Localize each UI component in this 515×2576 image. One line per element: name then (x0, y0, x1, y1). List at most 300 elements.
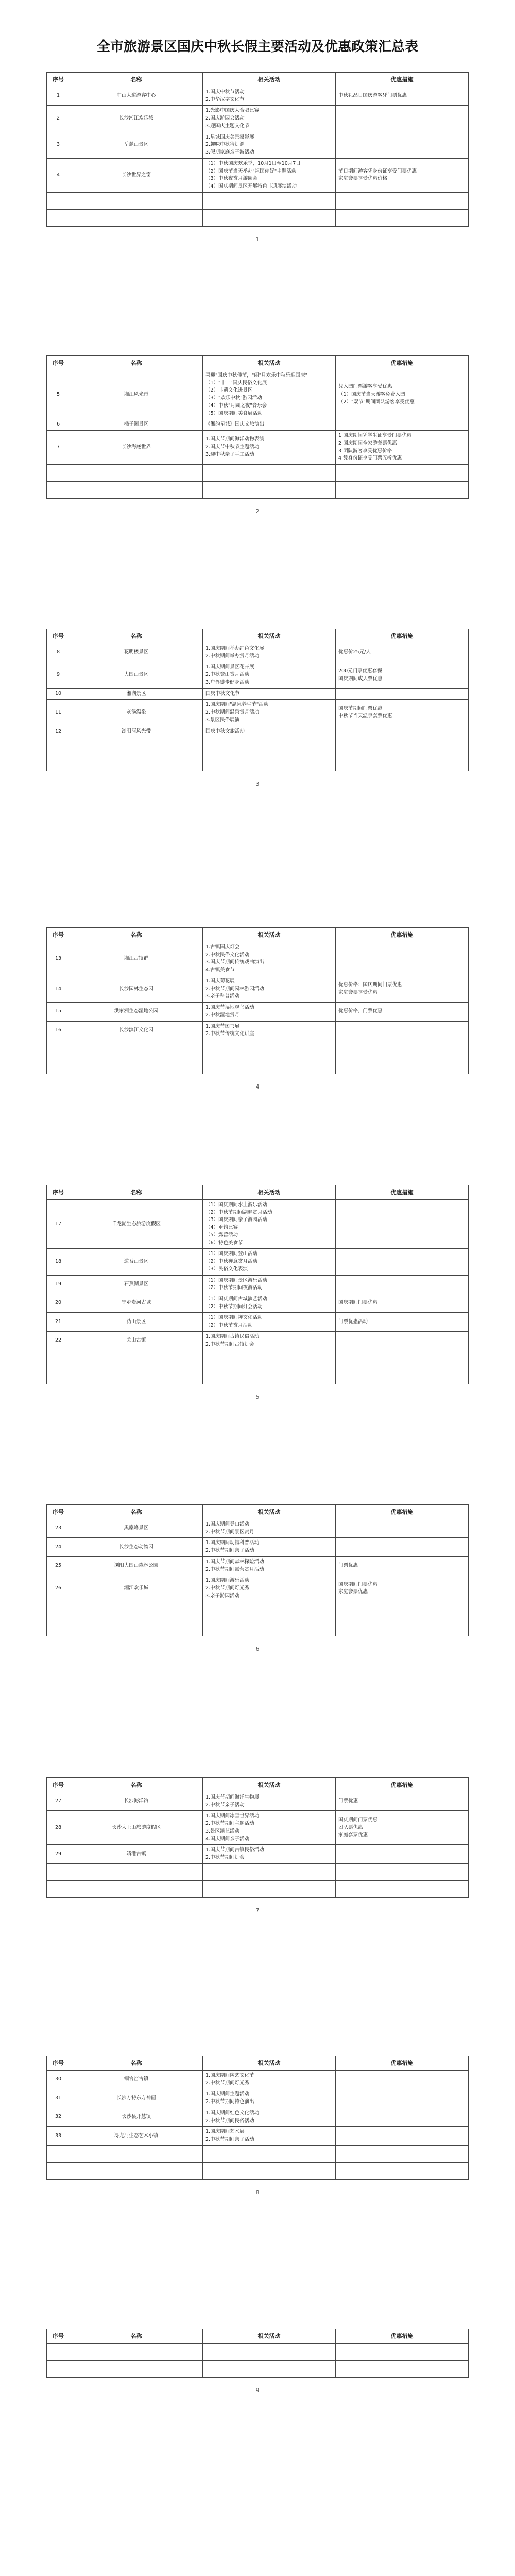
row-activity (203, 158, 336, 192)
empty-cell (336, 1350, 469, 1367)
activity-line: 3.景区演艺活动 (205, 1828, 240, 1834)
row-number: 31 (47, 2089, 70, 2108)
empty-cell (203, 209, 336, 226)
row-name: 灰汤温泉 (70, 700, 203, 726)
activity-line: 《湘韵星城》国庆文旅演出 (205, 421, 265, 428)
row-policy (336, 726, 469, 737)
activity-line: 2.国庆游园会活动 (205, 115, 245, 122)
activity-line: 1.国庆节期间古镇民俗活动 (205, 1847, 264, 1853)
empty-cell (336, 1040, 469, 1057)
policy-line: 家庭套票优惠 (338, 1589, 368, 1595)
header-activity: 相关活动 (203, 1778, 336, 1792)
empty-cell (70, 2162, 203, 2179)
empty-cell (203, 1863, 336, 1880)
row-number: 29 (47, 1845, 70, 1863)
policy-line: 门票优惠活动 (338, 1318, 368, 1325)
row-policy (336, 1003, 469, 1021)
row-policy (336, 1200, 469, 1249)
table-row (47, 1602, 469, 1619)
row-name: 大围山景区 (70, 662, 203, 688)
table-row (47, 1249, 469, 1275)
activity-line: 2.中秋节期间灯会 (205, 1855, 245, 1861)
empty-cell (47, 1619, 70, 1636)
row-activity (203, 132, 336, 158)
empty-cell (47, 1863, 70, 1880)
document-page (46, 629, 469, 771)
empty-cell (336, 2145, 469, 2162)
empty-cell (47, 2145, 70, 2162)
activity-line: 2.中秋期间举办赏月活动 (205, 653, 260, 659)
table-row (47, 1294, 469, 1312)
header-policy: 优惠措施 (336, 629, 469, 643)
empty-cell (203, 1367, 336, 1384)
activity-line: （3）中秋夜赏月游园会 (205, 176, 258, 182)
row-number: 17 (47, 1200, 70, 1249)
empty-cell (203, 2344, 336, 2361)
row-activity (203, 1538, 336, 1556)
empty-cell (47, 2361, 70, 2378)
policy-line: 优惠价格，门票优惠 (338, 1008, 383, 1014)
empty-cell (47, 464, 70, 481)
row-name: 沩山景区 (70, 1313, 203, 1331)
summary-table (46, 72, 469, 227)
row-policy (336, 976, 469, 1002)
policy-line: 3.团队游客享受优惠价格 (338, 448, 392, 454)
empty-cell (70, 2361, 203, 2378)
row-name: 湘湖景区 (70, 688, 203, 700)
row-name: 长沙海洋馆 (70, 1792, 203, 1811)
empty-cell (336, 2361, 469, 2378)
empty-cell (70, 2145, 203, 2162)
summary-table (46, 355, 469, 499)
row-name: 长沙大王山旅游度假区 (70, 1811, 203, 1845)
row-policy (336, 158, 469, 192)
empty-cell (47, 209, 70, 226)
document-page (46, 927, 469, 1074)
activity-line: （2）非遗文化进景区 (205, 387, 253, 394)
page-title: 全市旅游景区国庆中秋长假主要活动及优惠政策汇总表 (96, 39, 418, 55)
policy-line: 门票优惠 (338, 1563, 358, 1569)
table-row (47, 431, 469, 465)
table-header-row (47, 2056, 469, 2071)
empty-cell (203, 464, 336, 481)
empty-cell (203, 1602, 336, 1619)
row-activity (203, 1556, 336, 1575)
empty-cell (336, 464, 469, 481)
activity-line: 2.中秋节期间灯光秀 (205, 2080, 250, 2086)
policy-line: 优惠价25元/人 (338, 649, 371, 655)
summary-table (46, 1504, 469, 1636)
page-number: 3 (255, 781, 260, 788)
empty-cell (203, 2361, 336, 2378)
row-name: 铜官窑古镇 (70, 2071, 203, 2089)
row-name: 长沙滨江文化园 (70, 1021, 203, 1040)
header-name: 名称 (70, 1185, 203, 1200)
table-header-row (47, 1778, 469, 1792)
page-number: 8 (255, 2189, 260, 2196)
policy-line: 4.凭身份证享受门票五折优惠 (338, 455, 402, 462)
header-name: 名称 (70, 2056, 203, 2071)
activity-line: 2.中秋节期间景区赏月 (205, 1529, 254, 1535)
table-row (47, 1575, 469, 1602)
table-row (47, 1057, 469, 1074)
row-policy (336, 2071, 469, 2089)
empty-cell (203, 754, 336, 771)
header-policy: 优惠措施 (336, 2056, 469, 2071)
activity-line: 1.星城国庆美景摄影展 (205, 134, 254, 140)
empty-cell (47, 1057, 70, 1074)
row-name: 岳麓山景区 (70, 132, 203, 158)
empty-cell (203, 1040, 336, 1057)
document-page (46, 72, 469, 227)
row-policy (336, 1275, 469, 1294)
row-activity (203, 942, 336, 976)
row-activity (203, 87, 336, 106)
row-activity (203, 1003, 336, 1021)
table-row (47, 1003, 469, 1021)
activity-line: 国庆中秋文旅活动 (205, 728, 245, 734)
row-activity (203, 726, 336, 737)
empty-cell (70, 1863, 203, 1880)
row-policy (336, 643, 469, 662)
empty-cell (70, 1057, 203, 1074)
row-number: 5 (47, 370, 70, 419)
header-no: 序号 (47, 928, 70, 942)
row-policy (336, 1575, 469, 1602)
table-header-row (47, 1505, 469, 1519)
row-policy (336, 431, 469, 465)
empty-cell (203, 1350, 336, 1367)
activity-line: （2）中秋节赏月活动 (205, 1323, 253, 1329)
row-policy (336, 1845, 469, 1863)
row-name: 浔龙河生态艺术小镇 (70, 2127, 203, 2145)
empty-cell (336, 2162, 469, 2179)
activity-line: 3.户外徒步健身活动 (205, 679, 250, 685)
document-page (46, 2329, 469, 2378)
row-number: 1 (47, 87, 70, 106)
policy-line: 凭入园门票游客享受优惠 (338, 384, 392, 390)
table-header-row (47, 356, 469, 370)
empty-cell (203, 1619, 336, 1636)
row-number: 20 (47, 1294, 70, 1312)
activity-line: （1）国庆期间禅文化活动 (205, 1315, 263, 1321)
row-number: 32 (47, 2108, 70, 2126)
row-name: 长沙生态动物园 (70, 1538, 203, 1556)
row-name: 洪家洲生态湿地公园 (70, 1003, 203, 1021)
table-row (47, 1350, 469, 1367)
row-number: 24 (47, 1538, 70, 1556)
empty-cell (336, 754, 469, 771)
row-policy (336, 1249, 469, 1275)
activity-line: 1.国庆节图书展 (205, 1023, 240, 1029)
summary-table (46, 1777, 469, 1898)
activity-line: 1.国庆菊花展 (205, 978, 235, 984)
table-row (47, 754, 469, 771)
empty-cell (203, 737, 336, 754)
row-policy (336, 2089, 469, 2108)
activity-line: 3.亲子科普活动 (205, 993, 240, 999)
empty-cell (70, 1880, 203, 1897)
row-policy (336, 1538, 469, 1556)
table-row (47, 2162, 469, 2179)
row-activity (203, 2108, 336, 2126)
policy-line: （2）"双节"期间团队游客享受优惠 (338, 399, 415, 405)
row-name: 靖港古镇 (70, 1845, 203, 1863)
row-name: 道吾山景区 (70, 1249, 203, 1275)
table-row (47, 976, 469, 1002)
row-policy (336, 2108, 469, 2126)
empty-cell (336, 1367, 469, 1384)
activity-line: 2.中华汉字文化节 (205, 96, 245, 103)
row-name: 湘江古镇群 (70, 942, 203, 976)
activity-line: 1.光影中国庆大合唱比赛 (205, 108, 260, 114)
row-policy (336, 132, 469, 158)
page-number: 1 (255, 235, 260, 243)
header-policy: 优惠措施 (336, 1185, 469, 1200)
page-number: 2 (255, 507, 260, 515)
row-number: 2 (47, 106, 70, 132)
table-row (47, 1040, 469, 1057)
activity-line: 3.假期家庭亲子游活动 (205, 149, 254, 156)
activity-line: 2.中秋登山赏月活动 (205, 672, 250, 678)
policy-line: 优惠价格：国庆期间门票优惠 (338, 982, 402, 988)
table-row (47, 1367, 469, 1384)
empty-cell (70, 1619, 203, 1636)
empty-cell (336, 481, 469, 498)
row-number: 25 (47, 1556, 70, 1575)
row-name: 浏阳大围山森林公园 (70, 1556, 203, 1575)
row-name: 长沙园林生态园 (70, 976, 203, 1002)
header-no: 序号 (47, 1505, 70, 1519)
row-activity (203, 700, 336, 726)
activity-line: 1.国庆节期间海洋生物展 (205, 1794, 260, 1801)
activity-line: （1）国庆期间水上游乐活动 (205, 1202, 268, 1208)
row-activity (203, 431, 336, 465)
empty-cell (47, 737, 70, 754)
header-name: 名称 (70, 928, 203, 942)
header-activity: 相关活动 (203, 629, 336, 643)
table-header-row (47, 2329, 469, 2344)
table-row (47, 132, 469, 158)
row-name: 长沙湘江欢乐城 (70, 106, 203, 132)
activity-line: 1.国庆期间动物科普活动 (205, 1540, 260, 1546)
row-activity (203, 1200, 336, 1249)
activity-line: 1.国庆期间举办红色文化展 (205, 646, 264, 652)
header-activity: 相关活动 (203, 928, 336, 942)
row-policy (336, 1313, 469, 1331)
empty-cell (336, 1057, 469, 1074)
row-number: 7 (47, 431, 70, 465)
empty-cell (70, 2344, 203, 2361)
table-row (47, 1845, 469, 1863)
row-number: 23 (47, 1519, 70, 1538)
table-row (47, 942, 469, 976)
row-number: 26 (47, 1575, 70, 1602)
table-row (47, 2145, 469, 2162)
row-activity (203, 2089, 336, 2108)
row-policy (336, 370, 469, 419)
row-activity (203, 1575, 336, 1602)
header-policy: 优惠措施 (336, 2329, 469, 2344)
row-number: 10 (47, 688, 70, 700)
activity-line: 1.国庆期间艺术展 (205, 2129, 245, 2135)
empty-cell (70, 737, 203, 754)
row-activity (203, 662, 336, 688)
row-activity (203, 1313, 336, 1331)
activity-line: （2）中秋节期间夜游活动 (205, 1285, 263, 1291)
row-number: 6 (47, 419, 70, 431)
row-policy (336, 87, 469, 106)
table-header-row (47, 1185, 469, 1200)
empty-cell (336, 1880, 469, 1897)
activity-line: 1.国庆期间"温泉养生节"活动 (205, 702, 269, 708)
document-page (46, 2056, 469, 2180)
empty-cell (70, 464, 203, 481)
empty-cell (47, 1350, 70, 1367)
policy-line: 国庆期间成人票优惠 (338, 675, 383, 682)
summary-table (46, 1185, 469, 1384)
row-activity (203, 1021, 336, 1040)
empty-cell (47, 481, 70, 498)
row-name: 橘子洲景区 (70, 419, 203, 431)
table-row (47, 464, 469, 481)
table-row (47, 662, 469, 688)
table-row (47, 1863, 469, 1880)
activity-line: 1.国庆期间陶艺文化节 (205, 2073, 254, 2079)
activity-line: （4）国庆期间景区开展特色非遗展演活动 (205, 183, 297, 189)
activity-line: 2.中秋民俗文化活动 (205, 952, 250, 958)
row-name: 关山古镇 (70, 1331, 203, 1350)
table-row (47, 1538, 469, 1556)
policy-line: 家庭套票优惠 (338, 1832, 368, 1838)
empty-cell (70, 754, 203, 771)
summary-table (46, 629, 469, 771)
empty-cell (70, 1602, 203, 1619)
row-name: 黑麋峰景区 (70, 1519, 203, 1538)
row-policy (336, 1792, 469, 1811)
activity-line: 4.古镇美食节 (205, 967, 235, 973)
row-name: 长沙世界之窗 (70, 158, 203, 192)
activity-line: （4）垂钓比赛 (205, 1225, 238, 1231)
page-number: 9 (255, 2387, 260, 2394)
row-policy (336, 419, 469, 431)
empty-cell (70, 1350, 203, 1367)
row-number: 22 (47, 1331, 70, 1350)
row-number: 15 (47, 1003, 70, 1021)
table-row (47, 1619, 469, 1636)
policy-line: 国庆期间门票优惠 (338, 1581, 378, 1587)
policy-line: （1）国庆节当天游客免费入园 (338, 391, 405, 397)
table-row (47, 737, 469, 754)
activity-line: 3.国庆节期间传统戏曲演出 (205, 959, 264, 965)
activity-line: （1）国庆期间登山活动 (205, 1251, 258, 1257)
row-policy (336, 1331, 469, 1350)
row-activity (203, 1792, 336, 1811)
summary-table (46, 2056, 469, 2180)
empty-cell (203, 192, 336, 209)
row-name: 浏阳河风光带 (70, 726, 203, 737)
table-row (47, 2127, 469, 2145)
activity-line: 1.国庆节期间海洋动物表演 (205, 436, 264, 443)
activity-line: （2）中秋节期间灯会活动 (205, 1303, 263, 1310)
table-row (47, 726, 469, 737)
row-policy (336, 1021, 469, 1040)
row-name: 长沙海底世界 (70, 431, 203, 465)
row-activity (203, 419, 336, 431)
activity-line: （5）露营活动 (205, 1232, 238, 1238)
empty-cell (47, 2162, 70, 2179)
activity-line: （3）国庆期间亲子游园活动 (205, 1217, 268, 1223)
activity-line: 2.中秋期间温泉赏月活动 (205, 709, 260, 716)
empty-cell (47, 192, 70, 209)
header-activity: 相关活动 (203, 1505, 336, 1519)
table-row (47, 192, 469, 209)
header-policy: 优惠措施 (336, 928, 469, 942)
row-activity (203, 1249, 336, 1275)
policy-line: 200元门票优惠套餐 (338, 668, 382, 674)
table-row (47, 1331, 469, 1350)
row-activity (203, 1519, 336, 1538)
activity-line: （5）国庆期间美食展活动 (205, 410, 263, 416)
row-activity (203, 1811, 336, 1845)
empty-cell (203, 1880, 336, 1897)
row-number: 19 (47, 1275, 70, 1294)
empty-cell (336, 192, 469, 209)
row-activity (203, 643, 336, 662)
activity-line: 喜迎"国庆中秋佳节，"闹"月欢乐中秋乐迎国庆" (205, 372, 307, 379)
empty-cell (203, 2145, 336, 2162)
policy-line: 中秋礼品日国庆游客凭门票优惠 (338, 93, 407, 99)
page-number: 5 (255, 1394, 260, 1401)
table-row (47, 2071, 469, 2089)
row-activity (203, 1294, 336, 1312)
activity-line: 1.国庆中秋节活动 (205, 89, 245, 95)
activity-line: 2.中秋节期间特色演出 (205, 2099, 254, 2105)
row-number: 30 (47, 2071, 70, 2089)
row-number: 27 (47, 1792, 70, 1811)
activity-line: 2.趣味中秋猜灯谜 (205, 142, 245, 148)
row-policy (336, 1556, 469, 1575)
row-policy (336, 1811, 469, 1845)
activity-line: 1.国庆节湿地观鸟活动 (205, 1005, 254, 1011)
activity-line: 1.国庆期间红色文化活动 (205, 2110, 260, 2116)
activity-line: （6）特色美食节 (205, 1240, 243, 1246)
row-name: 花明楼景区 (70, 643, 203, 662)
activity-line: 3.景区民俗展演 (205, 717, 240, 723)
table-header-row (47, 73, 469, 87)
activity-line: 3.迎中秋亲子手工活动 (205, 451, 254, 457)
document-page (46, 1185, 469, 1384)
activity-line: 2.中秋节期间露营赏月活动 (205, 1566, 264, 1572)
row-policy (336, 106, 469, 132)
table-row (47, 1811, 469, 1845)
empty-cell (47, 2344, 70, 2361)
header-activity: 相关活动 (203, 73, 336, 87)
table-row (47, 2361, 469, 2378)
empty-cell (70, 209, 203, 226)
empty-cell (336, 209, 469, 226)
policy-line: 1.国庆期间凭学生证享受门票优惠 (338, 433, 412, 439)
table-row (47, 1313, 469, 1331)
header-no: 序号 (47, 1778, 70, 1792)
table-row (47, 158, 469, 192)
empty-cell (336, 1619, 469, 1636)
row-name: 石燕湖景区 (70, 1275, 203, 1294)
empty-cell (47, 1040, 70, 1057)
header-policy: 优惠措施 (336, 1505, 469, 1519)
header-activity: 相关活动 (203, 2056, 336, 2071)
row-number: 13 (47, 942, 70, 976)
